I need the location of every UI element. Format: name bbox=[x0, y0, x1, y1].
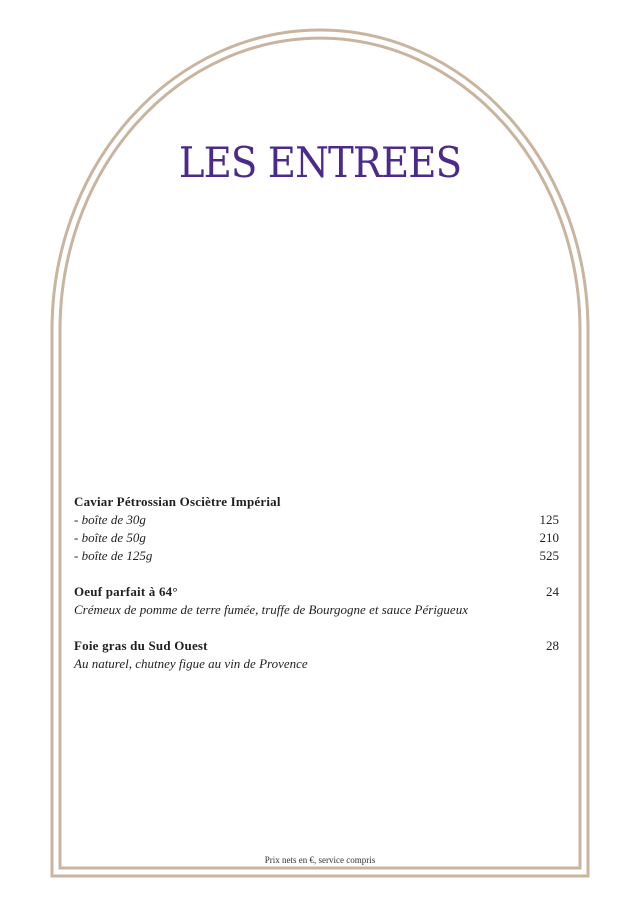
menu-list bbox=[74, 493, 559, 691]
option-label: - boîte de 50g bbox=[74, 530, 146, 545]
price-note: Prix nets en €, service compris bbox=[264, 855, 376, 865]
option-price: 125 bbox=[539, 512, 559, 527]
item-price: 28 bbox=[546, 638, 559, 653]
item-price: 24 bbox=[546, 584, 559, 599]
menu-item-foie-gras bbox=[74, 637, 559, 673]
option-row bbox=[74, 529, 559, 547]
menu-item-oeuf bbox=[74, 583, 559, 619]
option-label: - boîte de 125g bbox=[74, 548, 153, 563]
option-price: 525 bbox=[539, 548, 559, 563]
menu-item-caviar bbox=[74, 493, 559, 565]
option-row bbox=[74, 547, 559, 565]
item-description: Au naturel, chutney figue au vin de Provence bbox=[74, 656, 308, 671]
option-row bbox=[74, 511, 559, 529]
page-title: LES ENTREES bbox=[178, 138, 462, 187]
option-price: 210 bbox=[539, 530, 559, 545]
item-name: Caviar Pétrossian Osciètre Impérial bbox=[74, 494, 281, 509]
item-description: Crémeux de pomme de terre fumée, truffe de Bourgogne et sauce Périgueux bbox=[74, 602, 468, 617]
item-name: Oeuf parfait à 64° bbox=[74, 584, 178, 599]
option-label: - boîte de 30g bbox=[74, 512, 146, 527]
item-name: Foie gras du Sud Ouest bbox=[74, 638, 208, 653]
